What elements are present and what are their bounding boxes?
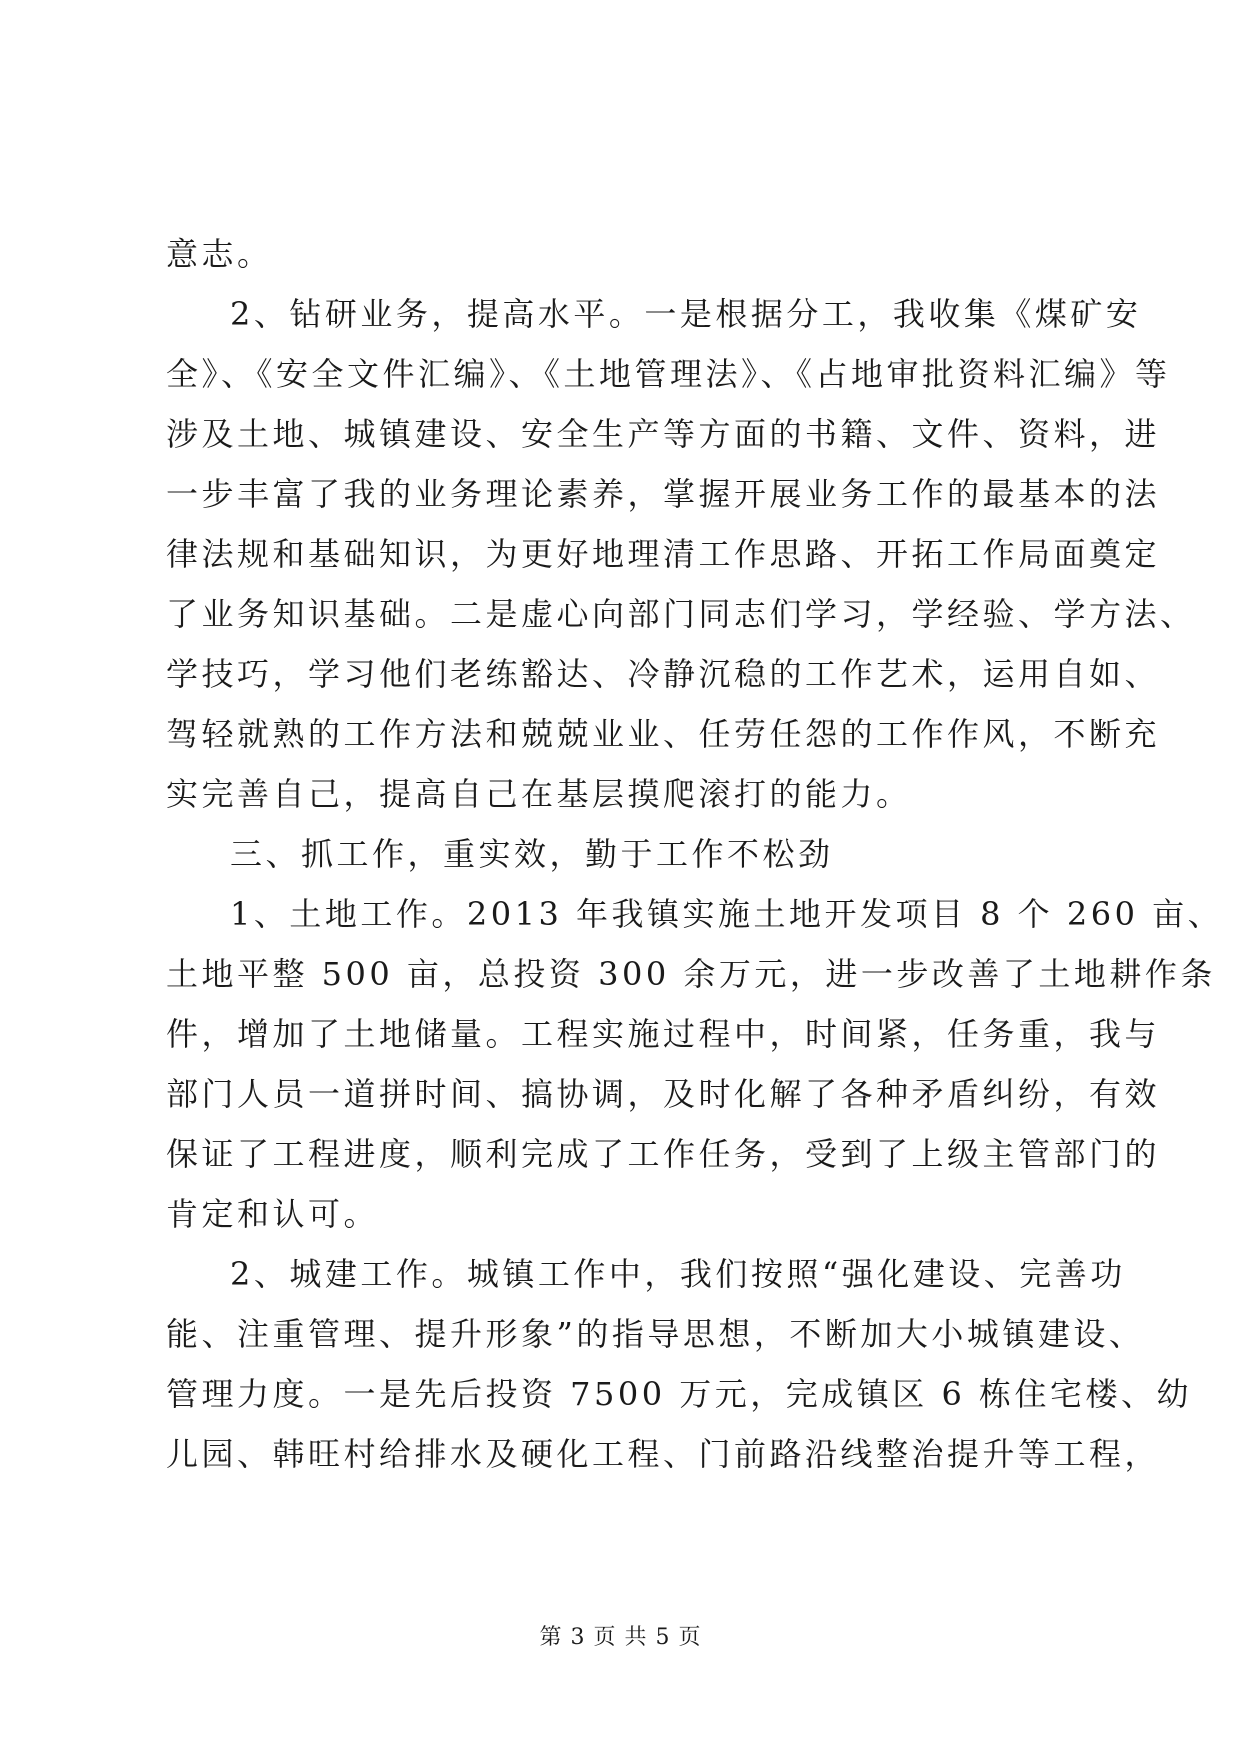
text-line: 土地平整 500 亩，总投资 300 余万元，进一步改善了土地耕作条	[166, 955, 1216, 993]
text-line: 能、注重管理、提升形象”的指导思想，不断加大小城镇建设、	[166, 1315, 1145, 1353]
text-line: 肯定和认可。	[166, 1195, 380, 1233]
section-heading: 三、抓工作，重实效，勤于工作不松劲	[230, 835, 834, 873]
paragraph-start-line: 2、钻研业务，提高水平。一是根据分工，我收集《煤矿安	[230, 295, 1142, 333]
paragraph-start-line: 2、城建工作。城镇工作中，我们按照“强化建设、完善功	[230, 1255, 1126, 1293]
text-line: 全》、《安全文件汇编》、《土地管理法》、《占地审批资料汇编》等	[166, 355, 1171, 393]
text-line: 件，增加了土地储量。工程实施过程中，时间紧，任务重，我与	[166, 1015, 1161, 1053]
paragraph-start-line: 1、土地工作。2013 年我镇实施土地开发项目 8 个 260 亩、	[230, 895, 1224, 933]
text-line: 意志。	[166, 235, 273, 273]
text-line: 实完善自己，提高自己在基层摸爬滚打的能力。	[166, 775, 912, 813]
text-line: 驾轻就熟的工作方法和兢兢业业、任劳任怨的工作作风，不断充	[166, 715, 1161, 753]
text-line: 部门人员一道拼时间、搞协调，及时化解了各种矛盾纠纷，有效	[166, 1075, 1161, 1113]
text-line: 学技巧，学习他们老练豁达、冷静沉稳的工作艺术，运用自如、	[166, 655, 1161, 693]
text-line: 一步丰富了我的业务理论素养，掌握开展业务工作的最基本的法	[166, 475, 1161, 513]
text-line: 儿园、韩旺村给排水及硬化工程、门前路沿线整治提升等工程，	[166, 1435, 1161, 1473]
text-line: 了业务知识基础。二是虚心向部门同志们学习，学经验、学方法、	[166, 595, 1196, 633]
text-line: 涉及土地、城镇建设、安全生产等方面的书籍、文件、资料，进	[166, 415, 1161, 453]
text-line: 管理力度。一是先后投资 7500 万元，完成镇区 6 栋住宅楼、幼	[166, 1375, 1192, 1413]
text-line: 律法规和基础知识，为更好地理清工作思路、开拓工作局面奠定	[166, 535, 1161, 573]
page-footer: 第 3 页 共 5 页	[539, 1625, 702, 1650]
text-line: 保证了工程进度，顺利完成了工作任务，受到了上级主管部门的	[166, 1135, 1161, 1173]
